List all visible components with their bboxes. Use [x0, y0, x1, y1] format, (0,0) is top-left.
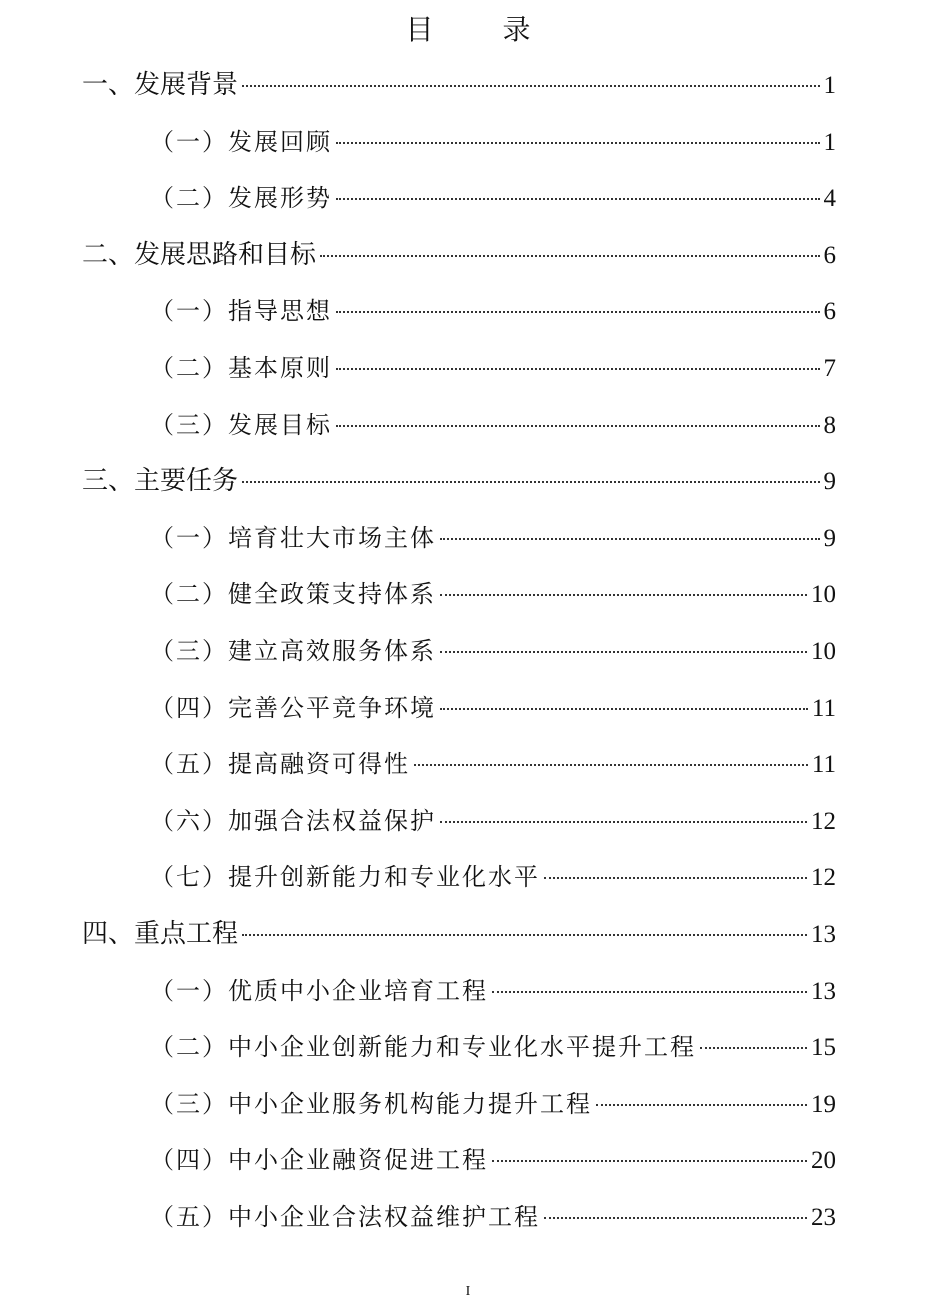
toc-entry-title: （三）建立高效服务体系	[150, 636, 436, 665]
toc-entry-title: （四）完善公平竞争环境	[150, 693, 436, 722]
toc-dot-leader	[492, 991, 807, 993]
page-footer-number: I	[465, 1284, 471, 1299]
toc-page-number: 13	[811, 920, 836, 948]
toc-page-number: 15	[811, 1034, 836, 1062]
toc-dot-leader	[440, 594, 807, 596]
toc-entry[interactable]	[0, 906, 936, 963]
toc-page-number: 1	[823, 72, 836, 99]
toc-dot-leader	[596, 1104, 807, 1106]
toc-page-number: 9	[823, 524, 836, 552]
toc-dot-leader	[440, 821, 807, 823]
toc-entry-title: （一）优质中小企业培育工程	[150, 976, 488, 1005]
toc-entry[interactable]	[0, 397, 936, 454]
toc-page-number: 4	[823, 185, 836, 213]
toc-page-number: 6	[823, 298, 836, 326]
toc-entry[interactable]	[0, 1132, 936, 1189]
toc-dot-leader	[336, 198, 820, 200]
toc-dot-leader	[440, 651, 807, 653]
toc-dot-leader	[242, 934, 807, 936]
toc-page-number: 23	[811, 1203, 836, 1231]
toc-dot-leader	[336, 368, 820, 370]
toc-dot-leader	[492, 1160, 807, 1162]
toc-entry[interactable]	[0, 1189, 936, 1246]
toc-entry[interactable]	[0, 340, 936, 397]
toc-entry-title: （三）中小企业服务机构能力提升工程	[150, 1089, 592, 1118]
toc-dot-leader	[242, 85, 819, 87]
toc-page-number: 6	[823, 241, 836, 269]
toc-entry[interactable]	[0, 510, 936, 567]
toc-dot-leader	[320, 255, 819, 257]
toc-page-number: 19	[811, 1090, 836, 1118]
toc-page-number: 12	[811, 807, 836, 835]
toc-page-number: 11	[811, 751, 836, 779]
toc-dot-leader	[440, 708, 808, 710]
toc-page-number: 10	[811, 637, 836, 665]
toc-entry[interactable]	[0, 227, 936, 284]
toc-page-number: 9	[823, 468, 836, 496]
toc-entry-title: （七）提升创新能力和专业化水平	[150, 863, 540, 892]
toc-entry[interactable]	[0, 283, 936, 340]
toc-page-number: 13	[811, 977, 836, 1005]
toc-page-number: 20	[811, 1147, 836, 1175]
toc-entry-title: （一）发展回顾	[150, 127, 332, 156]
toc-dot-leader	[336, 311, 820, 313]
toc-entry-title: （二）基本原则	[150, 353, 332, 382]
toc-entry[interactable]	[0, 566, 936, 623]
toc-page-number: 10	[811, 581, 836, 609]
toc-entry-title: （五）提高融资可得性	[150, 750, 410, 779]
toc-entry-title: （六）加强合法权益保护	[150, 806, 436, 835]
toc-entry-title: （三）发展目标	[150, 410, 332, 439]
toc-title: 目 录	[405, 13, 561, 46]
toc-dot-leader	[544, 877, 807, 879]
toc-dot-leader	[414, 764, 808, 766]
toc-dot-leader	[242, 481, 819, 483]
toc-list	[0, 57, 936, 1245]
toc-page-number: 7	[823, 354, 836, 382]
toc-entry[interactable]	[0, 849, 936, 906]
toc-entry-title: 二、发展思路和目标	[82, 239, 317, 270]
toc-entry[interactable]	[0, 453, 936, 510]
toc-entry-title: （一）培育壮大市场主体	[150, 523, 436, 552]
toc-page-number: 12	[811, 864, 836, 892]
toc-entry-title: （二）健全政策支持体系	[150, 580, 436, 609]
toc-dot-leader	[440, 538, 820, 540]
toc-entry-title: （二）中小企业创新能力和专业化水平提升工程	[150, 1033, 696, 1062]
toc-entry[interactable]	[0, 793, 936, 850]
toc-entry[interactable]	[0, 170, 936, 227]
toc-entry[interactable]	[0, 680, 936, 737]
toc-entry[interactable]	[0, 57, 936, 114]
toc-entry[interactable]	[0, 963, 936, 1020]
toc-dot-leader	[336, 142, 820, 144]
toc-entry[interactable]	[0, 1076, 936, 1133]
toc-entry-title: （四）中小企业融资促进工程	[150, 1146, 488, 1175]
toc-entry-title: 三、主要任务	[82, 466, 239, 497]
toc-entry-title: （一）指导思想	[150, 297, 332, 326]
toc-entry[interactable]	[0, 114, 936, 171]
toc-dot-leader	[544, 1217, 807, 1219]
toc-entry-title: 四、重点工程	[82, 918, 239, 949]
toc-page-number: 1	[823, 128, 836, 156]
toc-page-number: 8	[823, 411, 836, 439]
toc-entry-title: 一、发展背景	[82, 70, 239, 100]
toc-entry-title: （二）发展形势	[150, 184, 332, 213]
toc-entry-title: （五）中小企业合法权益维护工程	[150, 1202, 540, 1231]
toc-entry[interactable]	[0, 623, 936, 680]
toc-dot-leader	[700, 1047, 807, 1049]
toc-dot-leader	[336, 425, 820, 427]
toc-page-number: 11	[811, 694, 836, 722]
toc-entry[interactable]	[0, 736, 936, 793]
toc-entry[interactable]	[0, 1019, 936, 1076]
